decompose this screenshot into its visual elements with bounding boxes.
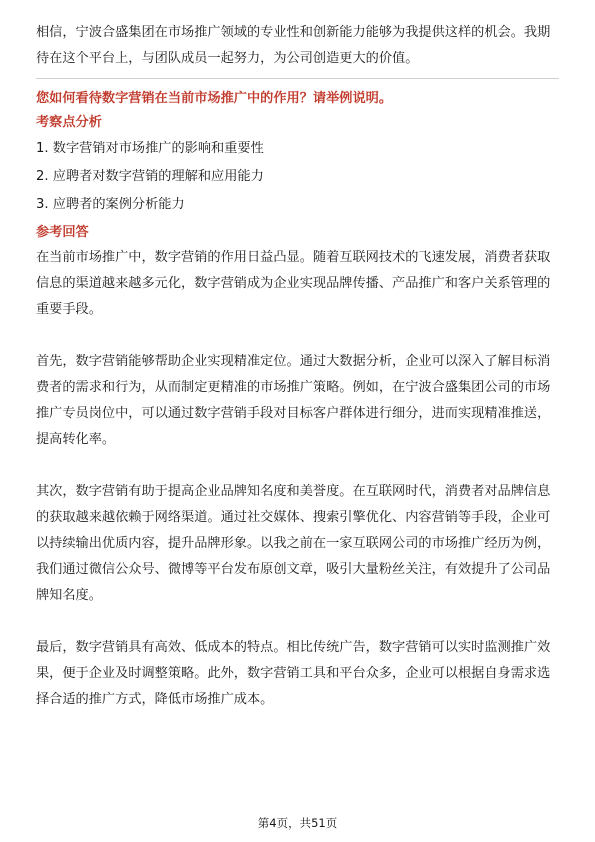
document-page xyxy=(36,20,559,713)
analysis-heading: 考察点分析 xyxy=(36,115,102,130)
answer-paragraph: 首先，数字营销能够帮助企业实现精准定位。通过大数据分析，企业可以深入了解目标消费者的需求和行为，从而制定更精准的市场推广策略。例如，在宁波合盛集团公司的市场推广专员岗位中，可以通过数字营销手段对目标客户群体进行细分，进而实现精准推送，提高转化率。 xyxy=(36,354,551,447)
analysis-list xyxy=(36,135,559,219)
intro-paragraph: 相信，宁波合盛集团在市场推广领域的专业性和创新能力能够为我提供这样的机会。我期待在这个平台上，与团队成员一起努力，为公司创造更大的价值。 xyxy=(36,25,551,66)
section-divider xyxy=(36,78,559,79)
answer-paragraph: 最后，数字营销具有高效、低成本的特点。相比传统广告，数字营销可以实时监测推广效果，便于企业及时调整策略。此外，数字营销工具和平台众多，企业可以根据自身需求选择合适的推广方式，降低市场推广成本。 xyxy=(36,640,551,707)
page-footer: 第4页，共51页 xyxy=(257,816,338,830)
question-title: 您如何看待数字营销在当前市场推广中的作用？请举例说明。 xyxy=(36,91,393,106)
analysis-item: 3. 应聘者的案例分析能力 xyxy=(36,197,185,212)
reference-answer xyxy=(36,245,559,713)
answer-paragraph: 其次，数字营销有助于提高企业品牌知名度和美誉度。在互联网时代，消费者对品牌信息的获取越来越依赖于网络渠道。通过社交媒体、搜索引擎优化、内容营销等手段，企业可以持续输出优质内容，提升品牌形象。以我之前在一家互联网公司的市场推广经历为例，我们通过微信公众号、微博等平台发布原创文章，吸引大量粉丝关注，有效提升了公司品牌知名度。 xyxy=(36,484,551,603)
analysis-item: 2. 应聘者对数字营销的理解和应用能力 xyxy=(36,169,264,184)
analysis-item: 1. 数字营销对市场推广的影响和重要性 xyxy=(36,141,264,156)
answer-paragraph: 在当前市场推广中，数字营销的作用日益凸显。随着互联网技术的飞速发展，消费者获取信息的渠道越来越多元化，数字营销成为企业实现品牌传播、产品推广和客户关系管理的重要手段。 xyxy=(36,250,551,317)
reference-heading: 参考回答 xyxy=(36,225,89,240)
